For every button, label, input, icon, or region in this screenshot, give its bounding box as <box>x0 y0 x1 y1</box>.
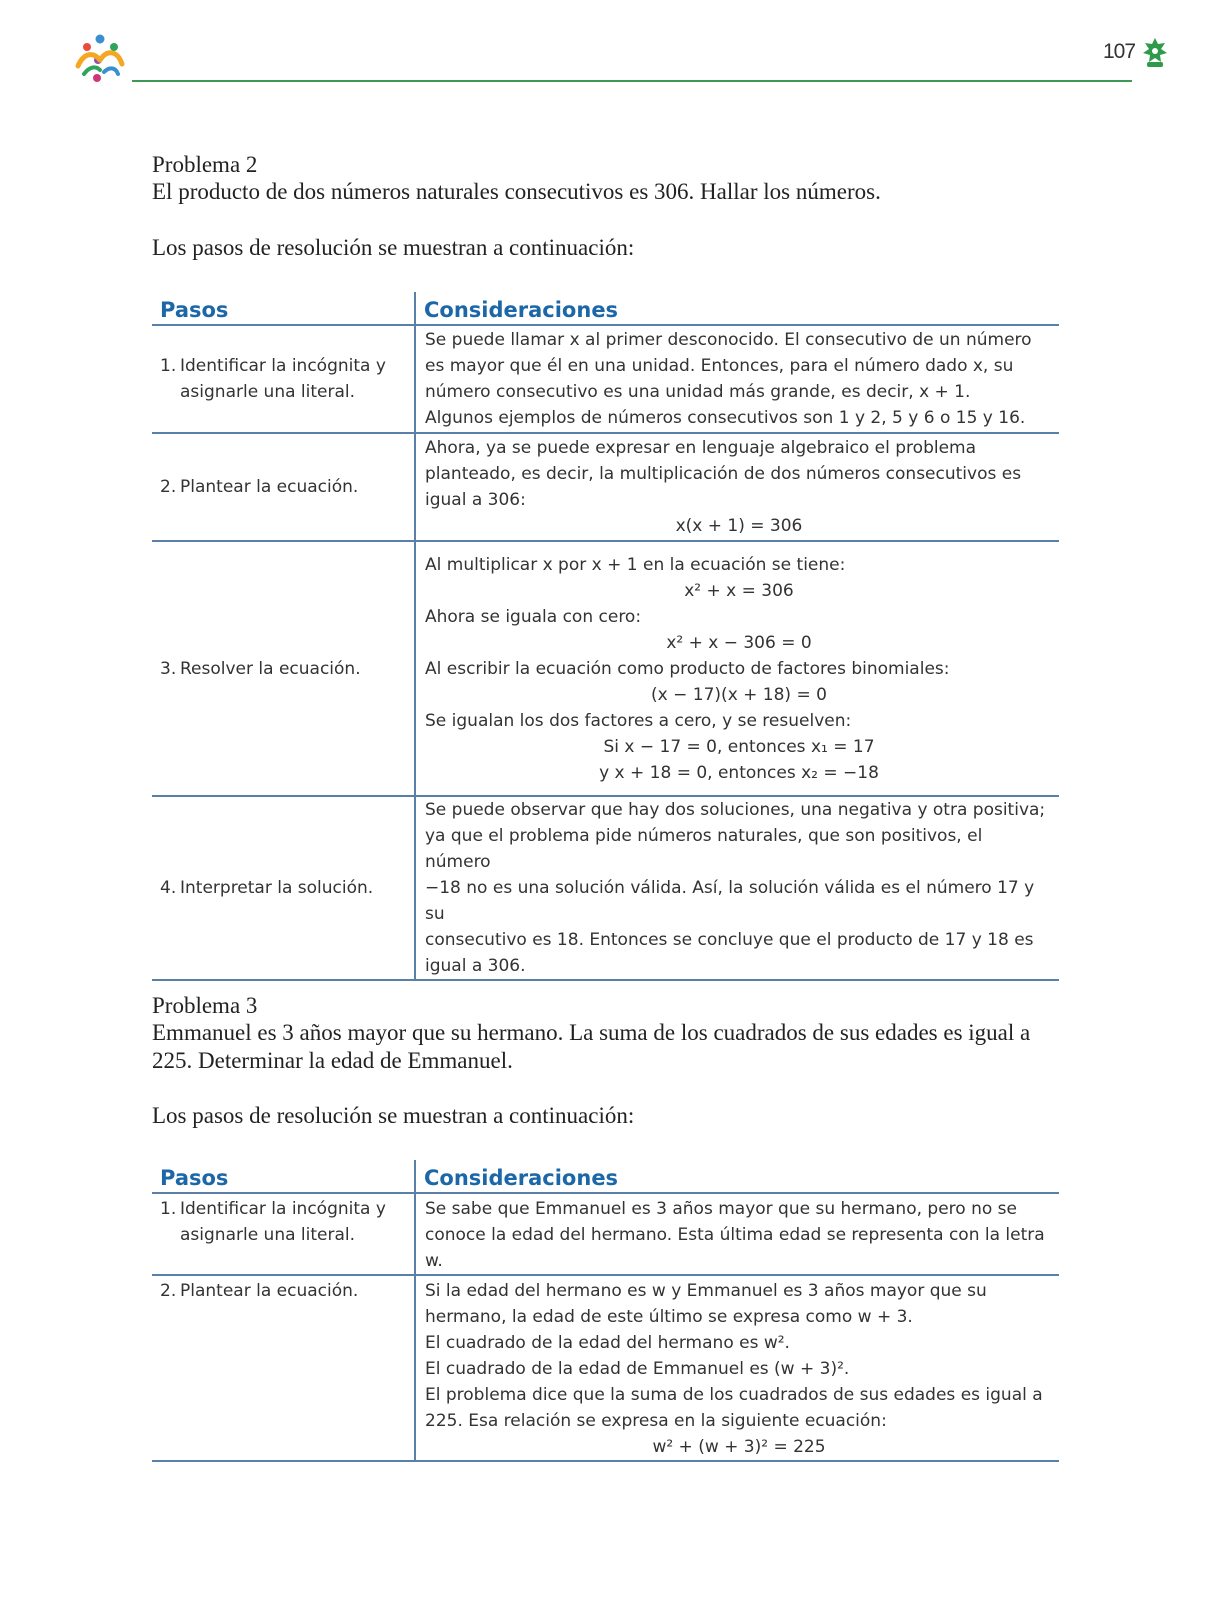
step-number: 1. <box>160 1199 177 1219</box>
problem-2-title: Problema 2 <box>152 152 258 177</box>
consideration-line: 225. Esa relación se expresa en la siguiente ecuación: <box>425 1411 887 1431</box>
consideration-line: Ahora se iguala con cero: <box>425 606 642 627</box>
step-number: 2. <box>160 477 177 497</box>
consideration-cell <box>415 796 1059 980</box>
consideration-cell <box>415 433 1059 541</box>
consideration-cell <box>415 325 1059 433</box>
step-cell <box>152 1275 415 1461</box>
consideration-line: es mayor que él en una unidad. Entonces, para el número dado x, su <box>425 356 1014 376</box>
step-cell <box>152 433 415 541</box>
step-number: 1. <box>160 356 177 376</box>
problem-2-intro: Los pasos de resolución se muestran a continuación: <box>152 235 635 260</box>
step-number: 4. <box>160 878 177 898</box>
problem-3-steps-table <box>152 1160 1059 1462</box>
step-cell <box>152 541 415 796</box>
column-header-steps: Pasos <box>152 1160 415 1193</box>
consideration-line: −18 no es una solución válida. Así, la solución válida es el número 17 y su <box>425 878 1035 924</box>
problem-2-steps-table <box>152 292 1059 981</box>
equation: w² + (w + 3)² = 225 <box>652 1437 826 1457</box>
problem-3-intro: Los pasos de resolución se muestran a continuación: <box>152 1103 635 1128</box>
consideration-line: Se puede observar que hay dos soluciones, una negativa y otra positiva; <box>425 800 1046 820</box>
consideration-cell <box>415 541 1059 796</box>
equation: y x + 18 = 0, entonces x₂ = −18 <box>599 762 879 783</box>
step-label: Identificar la incógnita y asignarle una literal. <box>180 356 386 402</box>
consideration-line: Se puede llamar x al primer desconocido. El consecutivo de un número <box>425 330 1032 350</box>
consideration-line: Se sabe que Emmanuel es 3 años mayor que su hermano, pero no se <box>425 1199 1017 1219</box>
consideration-line: El cuadrado de la edad de Emmanuel es (w + 3)². <box>425 1359 850 1379</box>
equation: (x − 17)(x + 18) = 0 <box>651 684 827 705</box>
table-row <box>152 325 1059 433</box>
consideration-line: hermano, la edad de este último se expresa como w + 3. <box>425 1307 913 1327</box>
colorful-figure-logo-icon <box>70 30 128 86</box>
column-header-considerations: Consideraciones <box>415 292 1059 325</box>
problem-3-statement-line: 225. Determinar la edad de Emmanuel. <box>152 1048 513 1073</box>
consideration-line: Si la edad del hermano es w y Emmanuel es 3 años mayor que su <box>425 1281 987 1301</box>
consideration-line: planteado, es decir, la multiplicación de dos números consecutivos es <box>425 464 1022 484</box>
step-cell <box>152 1193 415 1275</box>
step-label: Plantear la ecuación. <box>180 477 359 497</box>
equation: x(x + 1) = 306 <box>675 516 803 536</box>
table-header-row <box>152 1160 1059 1193</box>
column-header-steps: Pasos <box>152 292 415 325</box>
problem-2-statement: El producto de dos números naturales consecutivos es 306. Hallar los números. <box>152 179 881 204</box>
consideration-line: Al multiplicar x por x + 1 en la ecuación se tiene: <box>425 554 846 575</box>
table-row <box>152 433 1059 541</box>
consideration-line: igual a 306. <box>425 956 526 976</box>
column-header-considerations: Consideraciones <box>415 1160 1059 1193</box>
problem-3-title: Problema 3 <box>152 993 258 1018</box>
page-number: 107 <box>1103 40 1136 63</box>
header-rule <box>132 80 1132 82</box>
table-row <box>152 796 1059 980</box>
consideration-line: Al escribir la ecuación como producto de factores binomiales: <box>425 658 950 679</box>
equation: x² + x − 306 = 0 <box>666 632 812 653</box>
table-row <box>152 541 1059 796</box>
step-cell <box>152 325 415 433</box>
table-header-row <box>152 292 1059 325</box>
step-label: Interpretar la solución. <box>180 878 374 898</box>
consideration-line: Se igualan los dos factores a cero, y se resuelven: <box>425 710 852 731</box>
table-row <box>152 1275 1059 1461</box>
equation: x² + x = 306 <box>684 580 794 601</box>
problem-3-statement <box>152 1019 1064 1075</box>
consideration-line: El cuadrado de la edad del hermano es w². <box>425 1333 790 1353</box>
consideration-line: El problema dice que la suma de los cuadrados de sus edades es igual a <box>425 1385 1043 1405</box>
consideration-line: igual a 306: <box>425 490 526 510</box>
step-number: 3. <box>160 658 177 679</box>
consideration-line: ya que el problema pide números naturales, que son positivos, el número <box>425 826 983 872</box>
consideration-line: consecutivo es 18. Entonces se concluye que el producto de 17 y 18 es <box>425 930 1034 950</box>
consideration-cell <box>415 1275 1059 1461</box>
consideration-line: número consecutivo es una unidad más grande, es decir, x + 1. <box>425 382 971 402</box>
consideration-line: Ahora, ya se puede expresar en lenguaje algebraico el problema <box>425 438 977 458</box>
problem-3-statement-line: Emmanuel es 3 años mayor que su hermano. La suma de los cuadrados de sus edades es igual a <box>152 1020 1031 1045</box>
consideration-cell <box>415 1193 1059 1275</box>
green-emblem-icon <box>1141 36 1169 70</box>
consideration-line: Algunos ejemplos de números consecutivos son 1 y 2, 5 y 6 o 15 y 16. <box>425 408 1026 428</box>
consideration-line: conoce la edad del hermano. Esta última edad se representa con la letra w. <box>425 1225 1045 1271</box>
table-row <box>152 1193 1059 1275</box>
step-label: Plantear la ecuación. <box>180 1281 359 1301</box>
step-number: 2. <box>160 1281 177 1301</box>
equation: Si x − 17 = 0, entonces x₁ = 17 <box>603 736 875 757</box>
step-label: Identificar la incógnita y asignarle una literal. <box>180 1199 386 1245</box>
step-cell <box>152 796 415 980</box>
step-label: Resolver la ecuación. <box>180 658 361 679</box>
